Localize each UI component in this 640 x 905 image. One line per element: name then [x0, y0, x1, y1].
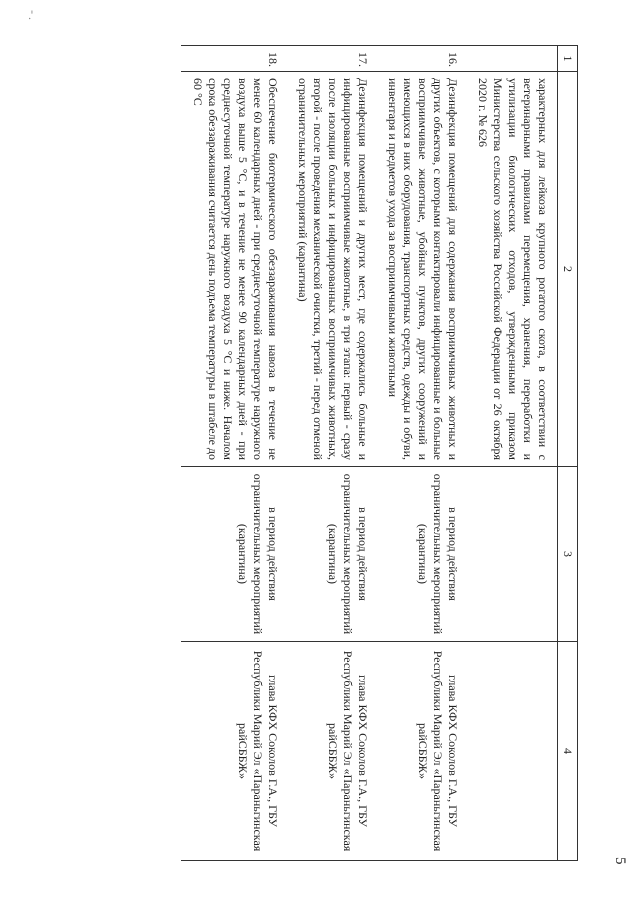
table-row — [182, 46, 288, 861]
responsible-cell — [467, 642, 558, 861]
column-header: 1 — [558, 46, 578, 72]
row-number: 17. — [287, 46, 377, 72]
corner-mark: ‐ . — [26, 10, 40, 20]
term-cell: в период действия ограничительных мероприятий (карантина) — [377, 467, 467, 642]
column-header: 2 — [558, 72, 578, 467]
term-cell — [467, 467, 558, 642]
responsible-cell: глава КФХ Соколов Г.А., ГБУ Республики Марий Эл «Параньгинская райСББЖ» — [377, 642, 467, 861]
row-number: 18. — [182, 46, 288, 72]
responsible-cell: глава КФХ Соколов Г.А., ГБУ Республики Марий Эл «Параньгинская райСББЖ» — [287, 642, 377, 861]
table-row — [377, 46, 467, 861]
measure-text: характерных для лейкоза крупного рогатого скота, в соответствии с ветеринарными правилами перемещения, хранения, переработки и утилизации биологических отходов, утвержденными приказом Министерства сельского хозяйства Российской Федерации от 26 октября 2020 г. № 626 — [467, 72, 558, 467]
measure-text: Дезинфекция помещений для содержания восприимчивых животных и других объектов, с которыми контактировали инфицированные и больные восприимчивые животные, убойных пунктов, других сооружений и имеющихся в них оборудования, транспортных средств, одежды и обуви, инвентаря и предметов ухода за восприимчивыми животными — [377, 72, 467, 467]
measure-text: Обеспечение биотермического обеззараживания навоза в течение не менее 60 календарных дней - при среднесуточной температуре наружного воздуха выше 5 °С, и в течение не менее 90 календарных дней - при среднесуточной температуре наружного воздуха 5 °С и ниже. Началом срока обеззараживания считается день подъема температуры в штабеле до 60 °С — [182, 72, 288, 467]
responsible-cell: глава КФХ Соколов Г.А., ГБУ Республики Марий Эл «Параньгинская райСББЖ» — [182, 642, 288, 861]
row-number — [467, 46, 558, 72]
table-row — [287, 46, 377, 861]
term-cell: в период действия ограничительных мероприятий (карантина) — [287, 467, 377, 642]
measure-text: Дезинфекция помещений и других мест, где содержались больные и инфицированные восприимчивые животные, в три этапа: первый - сразу после изоляции больных и инфицированных восприимчивых животных, второй - после проведения механической очистки, третий - перед отменой ограничительных мероприятий (карантина) — [287, 72, 377, 467]
table-header-row — [558, 46, 578, 861]
page-number: 5 — [612, 857, 628, 865]
column-header: 4 — [558, 642, 578, 861]
row-number: 16. — [377, 46, 467, 72]
table-row-continuation — [467, 46, 558, 861]
term-cell: в период действия ограничительных мероприятий (карантина) — [182, 467, 288, 642]
column-header: 3 — [558, 467, 578, 642]
measures-table — [181, 45, 578, 861]
